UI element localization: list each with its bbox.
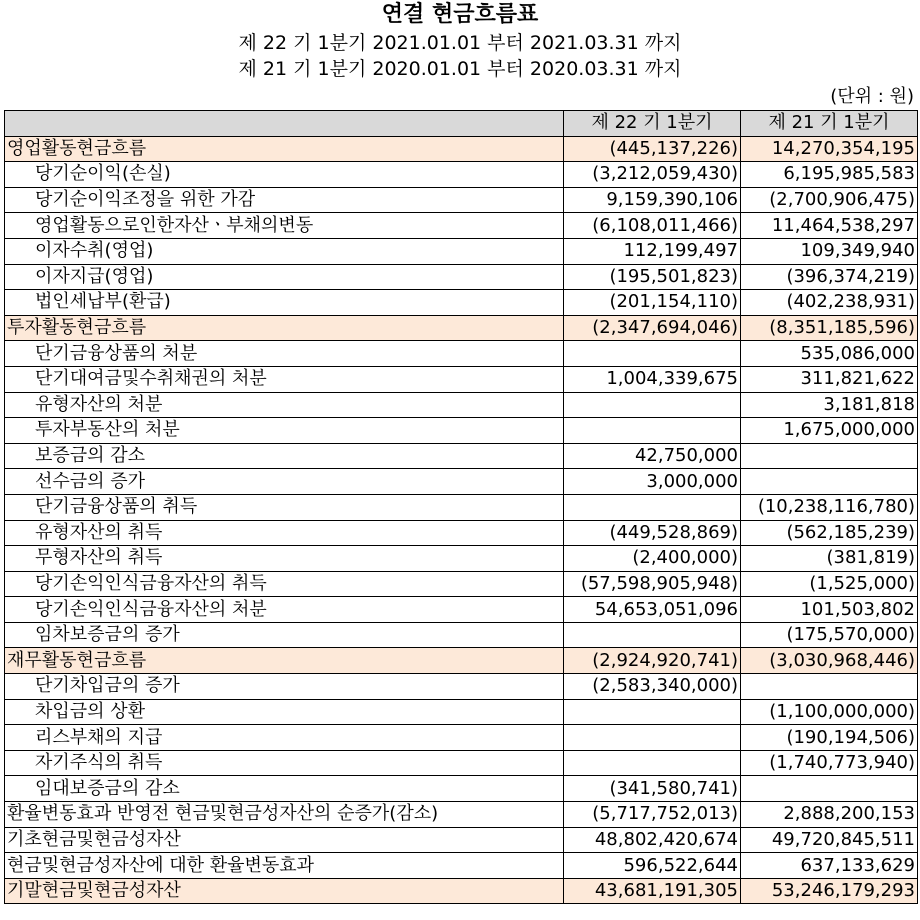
prior-value bbox=[741, 776, 918, 802]
table-row bbox=[5, 315, 918, 341]
table-row bbox=[5, 443, 918, 469]
prior-value: 1,675,000,000 bbox=[741, 418, 918, 444]
prior-value: (8,351,185,596) bbox=[741, 315, 918, 341]
current-value: 112,199,497 bbox=[564, 238, 741, 264]
table-row bbox=[5, 674, 918, 700]
table-row bbox=[5, 520, 918, 546]
current-value: (2,400,000) bbox=[564, 546, 741, 572]
row-label: 재무활동현금흐름 bbox=[5, 648, 564, 674]
prior-value: 311,821,622 bbox=[741, 366, 918, 392]
table-row bbox=[5, 827, 918, 853]
table-row bbox=[5, 366, 918, 392]
current-value: (195,501,823) bbox=[564, 264, 741, 290]
table-header-row bbox=[5, 111, 918, 137]
table-row bbox=[5, 699, 918, 725]
table-row bbox=[5, 238, 918, 264]
current-value: (2,924,920,741) bbox=[564, 648, 741, 674]
table-row bbox=[5, 750, 918, 776]
row-label: 임차보증금의 증가 bbox=[5, 622, 564, 648]
prior-value: (1,100,000,000) bbox=[741, 699, 918, 725]
table-row bbox=[5, 853, 918, 879]
row-label: 단기금융상품의 취득 bbox=[5, 494, 564, 520]
table-row bbox=[5, 622, 918, 648]
current-value: (449,528,869) bbox=[564, 520, 741, 546]
current-value: 9,159,390,106 bbox=[564, 187, 741, 213]
row-label: 기말현금및현금성자산 bbox=[5, 878, 564, 904]
prior-value: (1,740,773,940) bbox=[741, 750, 918, 776]
row-label: 이자지급(영업) bbox=[5, 264, 564, 290]
prior-value: (1,525,000) bbox=[741, 571, 918, 597]
row-label: 차입금의 상환 bbox=[5, 699, 564, 725]
prior-value: 2,888,200,153 bbox=[741, 802, 918, 828]
current-value: (6,108,011,466) bbox=[564, 213, 741, 239]
row-label: 당기손익인식금융자산의 취득 bbox=[5, 571, 564, 597]
prior-value: (3,030,968,446) bbox=[741, 648, 918, 674]
current-value: (445,137,226) bbox=[564, 136, 741, 162]
current-value: (201,154,110) bbox=[564, 290, 741, 316]
row-label: 단기대여금및수취채권의 처분 bbox=[5, 366, 564, 392]
table-row bbox=[5, 725, 918, 751]
header-current-period: 제 22 기 1분기 bbox=[564, 111, 741, 137]
row-label: 투자활동현금흐름 bbox=[5, 315, 564, 341]
prior-value: 6,195,985,583 bbox=[741, 162, 918, 188]
current-value bbox=[564, 494, 741, 520]
row-label: 선수금의 증가 bbox=[5, 469, 564, 495]
table-row bbox=[5, 264, 918, 290]
current-value bbox=[564, 418, 741, 444]
prior-value: (402,238,931) bbox=[741, 290, 918, 316]
table-row bbox=[5, 341, 918, 367]
prior-value: (562,185,239) bbox=[741, 520, 918, 546]
row-label: 유형자산의 처분 bbox=[5, 392, 564, 418]
current-value: 42,750,000 bbox=[564, 443, 741, 469]
unit-label: (단위 : 원) bbox=[830, 86, 914, 107]
table-row bbox=[5, 162, 918, 188]
row-label: 환율변동효과 반영전 현금및현금성자산의 순증가(감소) bbox=[5, 802, 564, 828]
current-value bbox=[564, 699, 741, 725]
table-row bbox=[5, 418, 918, 444]
current-value: (57,598,905,948) bbox=[564, 571, 741, 597]
prior-value: 109,349,940 bbox=[741, 238, 918, 264]
table-row bbox=[5, 494, 918, 520]
row-label: 당기순이익조정을 위한 가감 bbox=[5, 187, 564, 213]
prior-period: 제 21 기 1분기 2020.01.01 부터 2020.03.31 까지 bbox=[238, 58, 682, 80]
prior-value: (381,819) bbox=[741, 546, 918, 572]
current-value bbox=[564, 725, 741, 751]
table-row bbox=[5, 776, 918, 802]
row-label: 자기주식의 취득 bbox=[5, 750, 564, 776]
prior-value: 101,503,802 bbox=[741, 597, 918, 623]
current-value bbox=[564, 392, 741, 418]
table-row bbox=[5, 571, 918, 597]
current-value bbox=[564, 622, 741, 648]
row-label: 법인세납부(환급) bbox=[5, 290, 564, 316]
table-row bbox=[5, 546, 918, 572]
table-row bbox=[5, 597, 918, 623]
header-prior-period: 제 21 기 1분기 bbox=[741, 111, 918, 137]
table-row bbox=[5, 187, 918, 213]
row-label: 임대보증금의 감소 bbox=[5, 776, 564, 802]
prior-value: (190,194,506) bbox=[741, 725, 918, 751]
table-row bbox=[5, 802, 918, 828]
row-label: 보증금의 감소 bbox=[5, 443, 564, 469]
current-value bbox=[564, 750, 741, 776]
current-value: 3,000,000 bbox=[564, 469, 741, 495]
row-label: 영업활동으로인한자산ㆍ부채의변동 bbox=[5, 213, 564, 239]
row-label: 영업활동현금흐름 bbox=[5, 136, 564, 162]
row-label: 리스부채의 지급 bbox=[5, 725, 564, 751]
prior-value bbox=[741, 469, 918, 495]
prior-value: 535,086,000 bbox=[741, 341, 918, 367]
prior-value: 3,181,818 bbox=[741, 392, 918, 418]
table-row bbox=[5, 648, 918, 674]
prior-value: (396,374,219) bbox=[741, 264, 918, 290]
table-row bbox=[5, 392, 918, 418]
cash-flow-table bbox=[4, 110, 918, 904]
current-value: (3,212,059,430) bbox=[564, 162, 741, 188]
current-value: (5,717,752,013) bbox=[564, 802, 741, 828]
current-period: 제 22 기 1분기 2021.01.01 부터 2021.03.31 까지 bbox=[238, 32, 682, 54]
row-label: 당기손익인식금융자산의 처분 bbox=[5, 597, 564, 623]
prior-value bbox=[741, 674, 918, 700]
row-label: 유형자산의 취득 bbox=[5, 520, 564, 546]
prior-value: 53,246,179,293 bbox=[741, 878, 918, 904]
statement-title: 연결 현금흐름표 bbox=[381, 2, 539, 27]
prior-value: (10,238,116,780) bbox=[741, 494, 918, 520]
row-label: 당기순이익(손실) bbox=[5, 162, 564, 188]
current-value: (2,347,694,046) bbox=[564, 315, 741, 341]
current-value bbox=[564, 341, 741, 367]
prior-value: 637,133,629 bbox=[741, 853, 918, 879]
row-label: 현금및현금성자산에 대한 환율변동효과 bbox=[5, 853, 564, 879]
current-value: (2,583,340,000) bbox=[564, 674, 741, 700]
row-label: 단기차입금의 증가 bbox=[5, 674, 564, 700]
current-value: (341,580,741) bbox=[564, 776, 741, 802]
current-value: 43,681,191,305 bbox=[564, 878, 741, 904]
prior-value bbox=[741, 443, 918, 469]
table-row bbox=[5, 469, 918, 495]
current-value: 48,802,420,674 bbox=[564, 827, 741, 853]
current-value: 596,522,644 bbox=[564, 853, 741, 879]
table-row bbox=[5, 290, 918, 316]
table-row bbox=[5, 878, 918, 904]
row-label: 기초현금및현금성자산 bbox=[5, 827, 564, 853]
prior-value: (175,570,000) bbox=[741, 622, 918, 648]
current-value: 54,653,051,096 bbox=[564, 597, 741, 623]
row-label: 단기금융상품의 처분 bbox=[5, 341, 564, 367]
prior-value: 14,270,354,195 bbox=[741, 136, 918, 162]
table-row bbox=[5, 136, 918, 162]
row-label: 투자부동산의 처분 bbox=[5, 418, 564, 444]
row-label: 이자수취(영업) bbox=[5, 238, 564, 264]
current-value: 1,004,339,675 bbox=[564, 366, 741, 392]
prior-value: (2,700,906,475) bbox=[741, 187, 918, 213]
prior-value: 11,464,538,297 bbox=[741, 213, 918, 239]
row-label: 무형자산의 취득 bbox=[5, 546, 564, 572]
prior-value: 49,720,845,511 bbox=[741, 827, 918, 853]
table-row bbox=[5, 213, 918, 239]
header-blank bbox=[5, 111, 564, 137]
